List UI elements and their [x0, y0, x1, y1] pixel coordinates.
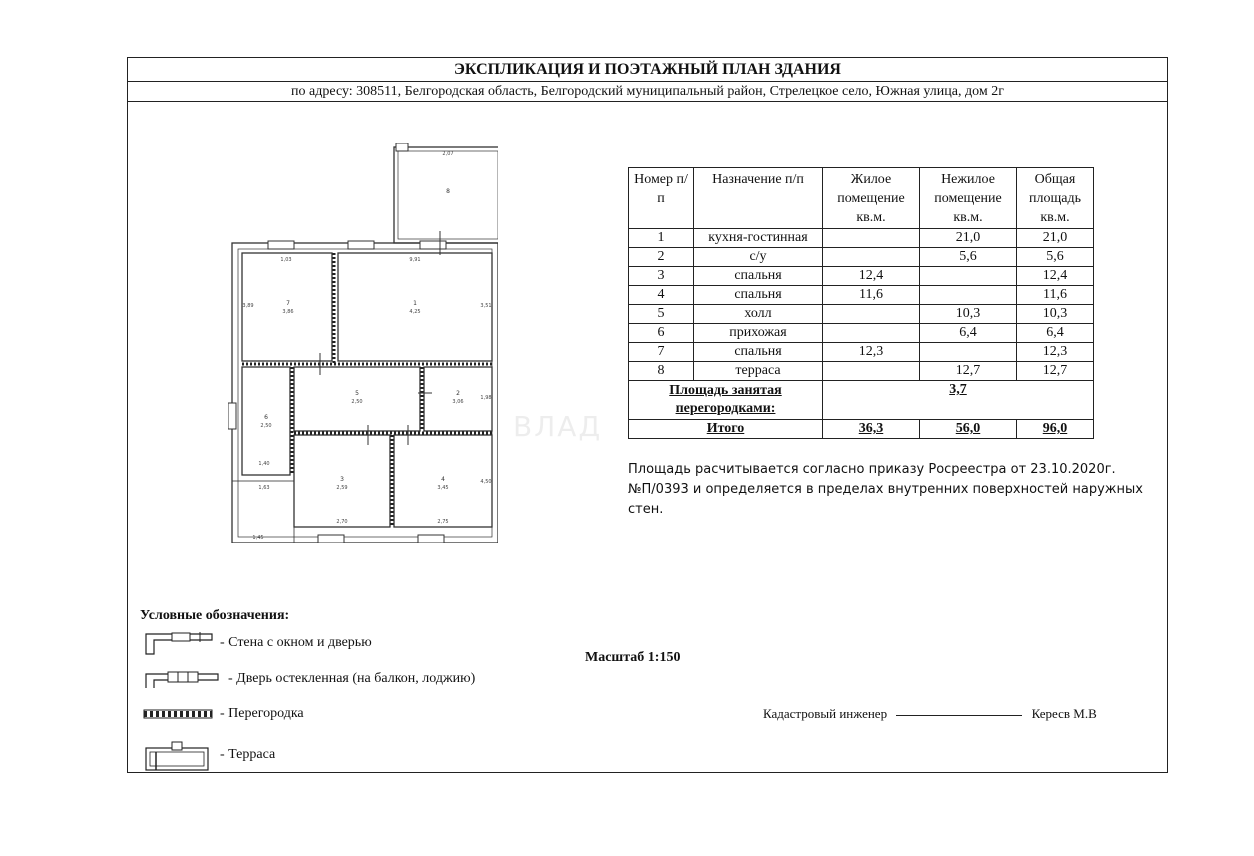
table-cell-name: холл [694, 305, 823, 324]
header-total: Общая площадь кв.м. [1017, 168, 1094, 229]
header-living: Жилое помещение кв.м. [823, 168, 920, 229]
table-cell-name: терраса [694, 362, 823, 381]
legend-item-terrace [142, 738, 275, 772]
table-cell-living: 12,4 [823, 267, 920, 286]
engineer-signature [763, 706, 1097, 722]
dimension-label: 3,45 [437, 485, 449, 491]
room-number: 3 [340, 476, 344, 483]
header-number: Номер п/п [629, 168, 694, 229]
table-row [629, 286, 1094, 305]
room-number: 5 [355, 390, 359, 397]
legend-label: - Дверь остекленная (на балкон, лоджию) [228, 671, 476, 686]
table-cell-num: 7 [629, 343, 694, 362]
table-cell-living [823, 305, 920, 324]
dimension-label: 2,59 [336, 485, 348, 491]
table-cell-living [823, 248, 920, 267]
table-cell-num: 6 [629, 324, 694, 343]
table-cell-total: 12,4 [1017, 267, 1094, 286]
table-cell-nonliving: 21,0 [920, 229, 1017, 248]
engineer-name: Кересв М.В [1031, 706, 1097, 721]
wall-window-door-icon [142, 630, 214, 656]
table-row [629, 324, 1094, 343]
table-row [629, 343, 1094, 362]
table-cell-num: 2 [629, 248, 694, 267]
document-sheet [127, 57, 1168, 773]
table-cell-total: 6,4 [1017, 324, 1094, 343]
table-cell-nonliving [920, 267, 1017, 286]
total-living: 36,3 [823, 420, 920, 439]
table-cell-total: 10,3 [1017, 305, 1094, 324]
partition-label: Площадь занятая перегородками: [629, 381, 823, 420]
table-cell-num: 1 [629, 229, 694, 248]
table-cell-num: 5 [629, 305, 694, 324]
explication-table [628, 167, 1094, 439]
table-cell-nonliving: 10,3 [920, 305, 1017, 324]
table-cell-num: 4 [629, 286, 694, 305]
table-row [629, 229, 1094, 248]
dimension-label: 1,03 [280, 257, 292, 263]
table-cell-total: 11,6 [1017, 286, 1094, 305]
room-7-outline [242, 253, 332, 361]
table-row [629, 267, 1094, 286]
document-title: ЭКСПЛИКАЦИЯ И ПОЭТАЖНЫЙ ПЛАН ЗДАНИЯ [128, 58, 1167, 82]
table-cell-name: спальня [694, 267, 823, 286]
table-cell-name: спальня [694, 286, 823, 305]
table-cell-nonliving: 5,6 [920, 248, 1017, 267]
signature-line [896, 715, 1022, 716]
table-cell-nonliving: 6,4 [920, 324, 1017, 343]
table-cell-nonliving: 12,7 [920, 362, 1017, 381]
table-cell-living: 11,6 [823, 286, 920, 305]
dimension-label: 3,89 [242, 303, 254, 309]
table-cell-nonliving [920, 343, 1017, 362]
dimension-label: 4,50 [480, 479, 492, 485]
room-number: 6 [264, 414, 268, 421]
legend-item-wall [142, 630, 372, 656]
table-cell-name: кухня-гостинная [694, 229, 823, 248]
legend-item-glazed-door [142, 666, 475, 692]
table-cell-name: прихожая [694, 324, 823, 343]
table-cell-living [823, 362, 920, 381]
table-cell-total: 12,7 [1017, 362, 1094, 381]
terrace-outline [394, 147, 498, 243]
engineer-label: Кадастровый инженер [763, 706, 888, 721]
table-cell-num: 3 [629, 267, 694, 286]
table-row [629, 248, 1094, 267]
table-cell-name: спальня [694, 343, 823, 362]
dimension-label: 2,70 [336, 519, 348, 525]
room-number: 7 [286, 300, 290, 307]
dimension-label: 1,40 [258, 461, 270, 467]
legend-label: - Перегородка [220, 706, 304, 721]
total-nonliving: 56,0 [920, 420, 1017, 439]
terrace-icon [142, 738, 214, 772]
table-header-row [629, 168, 1094, 229]
table-row [629, 305, 1094, 324]
dimension-label: 1,63 [258, 485, 270, 491]
legend-item-partition [142, 706, 304, 722]
dimension-label: 4,25 [409, 309, 421, 315]
table-cell-living [823, 229, 920, 248]
dimension-label: 2,50 [351, 399, 363, 405]
legend-label: - Терраса [220, 747, 276, 762]
legend-label: - Стена с окном и дверью [220, 635, 372, 650]
room-6-outline [242, 367, 290, 475]
dimension-label: 9,91 [409, 257, 421, 263]
dimension-label: 2,50 [260, 423, 272, 429]
partition-value: 3,7 [823, 381, 1094, 420]
dimension-label: 3,51 [480, 303, 492, 309]
floor-plan [228, 143, 498, 543]
dimension-label: 1,98 [480, 395, 492, 401]
dimension-label: 3,86 [282, 309, 294, 315]
table-cell-total: 12,3 [1017, 343, 1094, 362]
room-1-outline [338, 253, 492, 361]
dimension-label: 3,06 [452, 399, 464, 405]
table-row [629, 362, 1094, 381]
total-label: Итого [629, 420, 823, 439]
dimension-label: 1,45 [252, 535, 264, 541]
total-row [629, 420, 1094, 439]
dimension-label: 2,75 [437, 519, 449, 525]
glazed-door-icon [142, 666, 222, 692]
table-cell-living: 12,3 [823, 343, 920, 362]
table-cell-num: 8 [629, 362, 694, 381]
header-purpose: Назначение п/п [694, 168, 823, 229]
partition-row [629, 381, 1094, 420]
room-number: 1 [413, 300, 417, 307]
table-cell-living [823, 324, 920, 343]
area-note: Площадь расчитывается согласно приказу Росреестра от 23.10.2020г. №П/0393 и определяется в пределах внутренних поверхностей наружных стен. [628, 462, 1143, 517]
address-line: по адресу: 308511, Белгородская область, Белгородский муниципальный район, Стрелецкое село, Южная улица, дом 2г [128, 82, 1167, 102]
room-number: 2 [456, 390, 460, 397]
table-cell-total: 21,0 [1017, 229, 1094, 248]
header-nonliving: Нежилое помещение кв.м. [920, 168, 1017, 229]
table-cell-nonliving [920, 286, 1017, 305]
watermark: ВЛАД [513, 410, 603, 443]
legend-title: Условные обозначения: [140, 608, 290, 623]
room-number: 4 [441, 476, 445, 483]
dimension-label: 2,07 [442, 151, 454, 157]
table-cell-name: с/у [694, 248, 823, 267]
total-all: 96,0 [1017, 420, 1094, 439]
table-cell-total: 5,6 [1017, 248, 1094, 267]
scale-label: Масштаб 1:150 [585, 650, 681, 665]
partition-icon [142, 707, 214, 721]
room-number: 8 [446, 188, 450, 195]
